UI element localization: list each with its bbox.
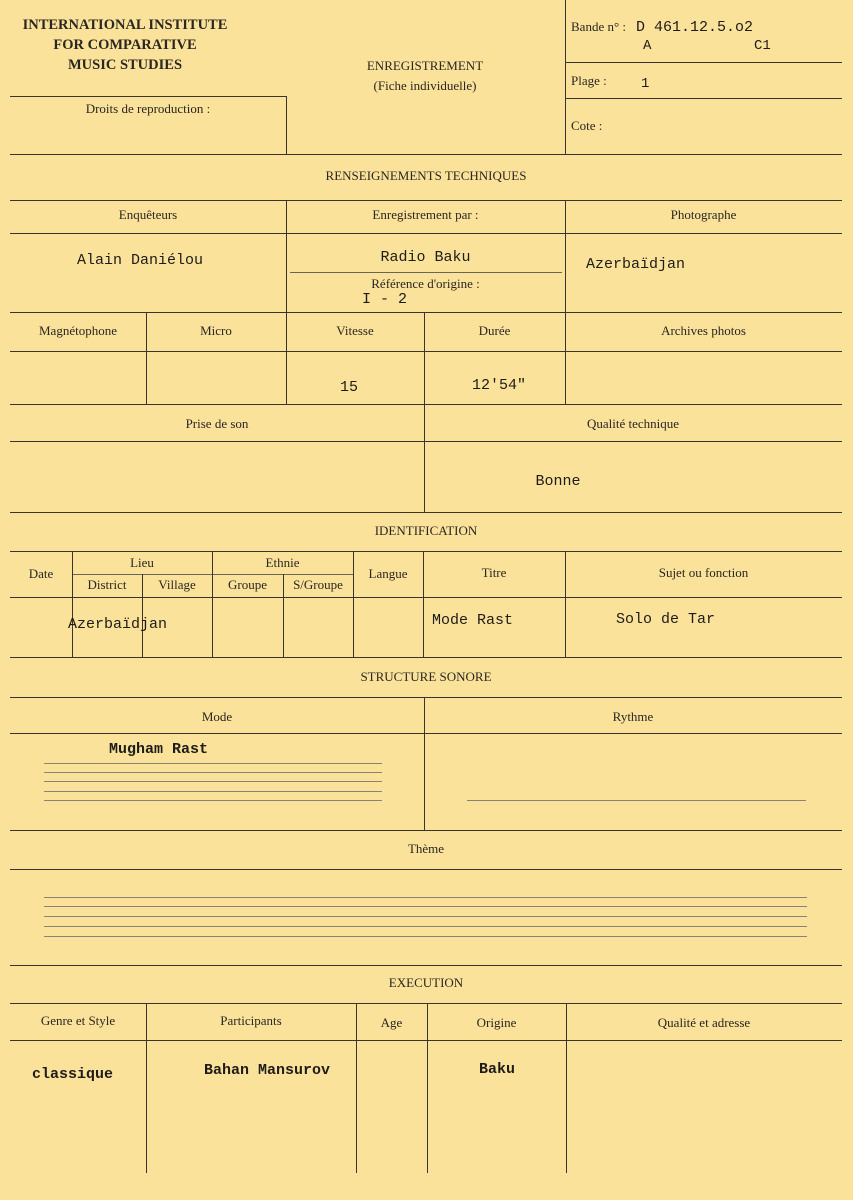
tech-bottom-rule [10,512,842,513]
execution-rule-4 [566,1003,567,1173]
rythme-line [467,800,806,801]
theme-line-1 [44,897,807,898]
tech-row2-rule-2 [286,312,287,404]
ident-rule-5 [353,551,354,657]
tech-label-rule [10,233,842,234]
ethnie-label: Ethnie [265,555,300,570]
theme-line-5 [44,936,807,937]
theme-line-2 [44,906,807,907]
village-label: Village [158,577,196,592]
ident-rule-1 [72,551,73,657]
langue-label: Langue [368,566,408,581]
ident-bottom-rule [10,657,842,658]
structure-bottom-rule [10,830,842,831]
theme-label: Thème [407,841,445,856]
district-value: Azerbaïdjan [68,616,168,633]
genre-value: classique [32,1066,114,1083]
structure-col-rule [424,697,425,830]
photographe-label: Photographe [670,207,737,222]
theme-line-3 [44,916,807,917]
execution-rule-1 [146,1003,147,1173]
origine-label: Origine [476,1015,517,1030]
form-title: ENREGISTREMENT [366,58,484,73]
tech-heading-rule [10,200,842,201]
duree-value: 12'54" [472,377,527,394]
bande-label: Bande n° : [571,19,627,34]
mode-label: Mode [201,709,233,724]
prise-label: Prise de son [185,416,249,431]
mode-value: Mugham Rast [109,741,209,758]
tech-row2-top-rule [10,312,842,313]
archives-label: Archives photos [661,323,746,338]
vitesse-label: Vitesse [336,323,374,338]
droits-label: Droits de reproduction : [85,101,211,116]
participants-label: Participants [220,1013,282,1028]
sujet-label: Sujet ou fonction [658,565,749,580]
qualite-adresse-label: Qualité et adresse [657,1015,751,1030]
plage-rule [565,98,842,99]
ident-rule-7 [565,551,566,657]
lieu-label: Lieu [130,555,154,570]
bande-rule [565,62,842,63]
enregistrement-label: Enregistrement par : [372,207,479,222]
rythme-label: Rythme [612,709,654,724]
structure-heading: STRUCTURE SONORE [360,669,492,684]
enqueteurs-value: Alain Daniélou [77,252,204,269]
qualite-label: Qualité technique [586,416,680,431]
reference-label: Référence d'origine : [371,276,480,291]
mode-line-3 [44,781,382,782]
ident-label-rule [10,597,842,598]
duree-label: Durée [478,323,511,338]
vitesse-value: 15 [340,379,359,396]
theme-line-4 [44,926,807,927]
tech-row2-rule-4 [565,312,566,404]
ident-heading-rule [10,551,842,552]
header-right-rule [565,0,566,154]
bande-code: C1 [754,38,771,54]
bande-value: D 461.12.5.o2 [636,19,754,36]
qualite-value: Bonne [535,473,581,490]
ident-rule-3 [212,551,213,657]
titre-label: Titre [481,565,507,580]
groupe-label: Groupe [228,577,267,592]
droits-right-rule [286,96,287,154]
sgroupe-label: S/Groupe [293,577,343,592]
execution-rule-2 [356,1003,357,1173]
date-label: Date [28,566,54,581]
execution-heading-rule [10,1003,842,1004]
photographe-value: Azerbaïdjan [586,256,686,273]
titre-value: Mode Rast [432,612,514,629]
reference-rule [290,272,562,273]
institute-line-1: INTERNATIONAL INSTITUTE [22,17,228,33]
tech-row2-rule-1 [146,312,147,404]
mode-line-1 [44,763,382,764]
magnetophone-label: Magnétophone [39,323,117,338]
cote-label: Cote : [571,118,603,133]
tech-row3-rule [424,404,425,512]
form-subtitle: (Fiche individuelle) [373,78,477,93]
execution-rule-3 [427,1003,428,1173]
mode-line-2 [44,772,382,773]
ident-heading: IDENTIFICATION [374,523,478,538]
structure-heading-rule [10,697,842,698]
mode-line-4 [44,791,382,792]
reference-value: I - 2 [362,291,408,308]
theme-bottom-rule [10,965,842,966]
tech-row3-label-rule [10,441,842,442]
bande-side: A [643,38,652,54]
execution-heading: EXECUTION [388,975,464,990]
ident-rule-6 [423,551,424,657]
execution-label-rule [10,1040,842,1041]
genre-label: Genre et Style [40,1013,116,1028]
droits-top-rule [10,96,286,97]
age-label: Age [380,1015,403,1030]
institute-line-3: MUSIC STUDIES [67,57,183,73]
tech-col-rule-2 [565,200,566,312]
mode-line-5 [44,800,382,801]
ident-rule-4 [283,574,284,657]
tech-row3-top-rule [10,404,842,405]
sujet-value: Solo de Tar [616,611,716,628]
district-label: District [87,577,127,592]
plage-label: Plage : [571,73,607,88]
tech-row2-rule-3 [424,312,425,404]
participants-value: Bahan Mansurov [204,1062,331,1079]
enregistrement-value: Radio Baku [380,249,471,266]
header-bottom-rule [10,154,842,155]
structure-label-rule [10,733,842,734]
tech-row2-label-rule [10,351,842,352]
tech-heading: RENSEIGNEMENTS TECHNIQUES [325,168,527,183]
institute-line-2: FOR COMPARATIVE [53,37,197,53]
plage-value: 1 [641,76,650,92]
enqueteurs-label: Enquêteurs [118,207,178,222]
micro-label: Micro [200,323,232,338]
theme-label-rule [10,869,842,870]
origine-value: Baku [479,1061,516,1078]
